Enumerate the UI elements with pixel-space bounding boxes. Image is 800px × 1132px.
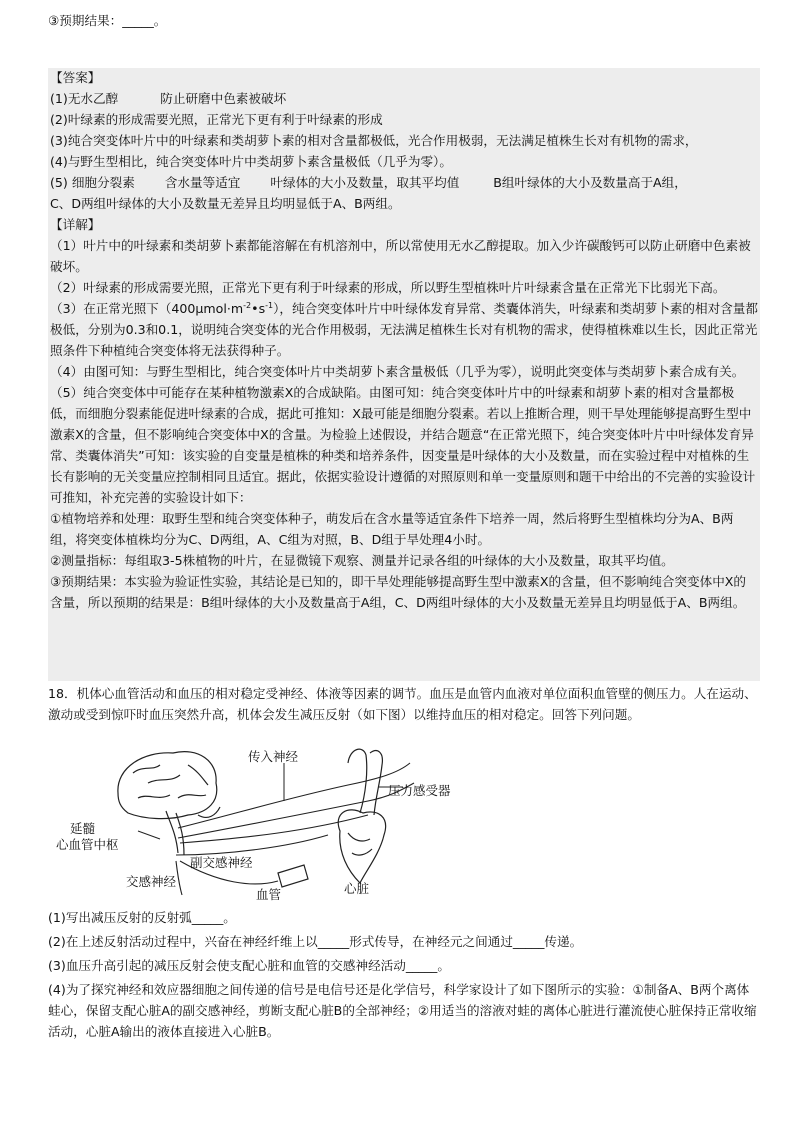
- answer-1: (1)无水乙醇 防止研磨中色素被破坏: [50, 91, 287, 106]
- reflex-diagram-svg: [48, 743, 468, 901]
- label-sympathetic-nerve: 交感神经: [126, 874, 177, 889]
- label-heart: 心脏: [344, 881, 370, 896]
- step-3: ③预期结果：本实验为验证性实验，其结论是已知的，即干旱处理能够提高野生型中激素X的含量，但不影响纯合突变体中X的含量，所以预期的结果是：B组叶绿体的大小及数量高于A组，C、D两组叶绿体的大小及数量无差异且均明显低于A、B两组。: [50, 574, 747, 610]
- step-1: ①植物培养和处理：取野生型和纯合突变体种子，萌发后在含水量等适宜条件下培养一周，然后将野生型植株均分为A、B两组，将突变体植株均分为C、D两组，A、C组为对照，B、D组于旱处理4小时。: [50, 511, 734, 547]
- answer-4: (4)与野生型相比，纯合突变体叶片中类胡萝卜素含量极低（几乎为零）。: [50, 154, 452, 169]
- step-2: ②测量指标：每组取3-5株植物的叶片，在显微镜下观察、测量并记录各组的叶绿体的大小及数量，取其平均值。: [50, 553, 674, 568]
- label-baroreceptor: 压力感受器: [388, 783, 451, 798]
- detail-header: 【详解】: [50, 217, 101, 232]
- brain-drawing: [118, 752, 220, 855]
- expected-result-line: ③预期结果：_____。: [48, 13, 167, 28]
- label-blood-vessel: 血管: [256, 887, 282, 901]
- answer-blank: _____: [122, 13, 154, 28]
- answer-5-cont: C、D两组叶绿体的大小及数量无差异且均明显低于A、B两组。: [50, 196, 401, 211]
- detail-3: （3）在正常光照下$(400\mu mol\cdot m^{-2}•s^{-1})$，纯合突变体叶片中叶绿体发育异常、类囊体消失，叶绿素和类胡萝卜素的相对含量都极低，分别为0.3和0.1，说明纯合突变体的光合作用极弱，无法满足植株生长对有机物的需求，使得植株难以生长，因此正常光照条件下种植纯合突变体将无法获得种子。: [50, 300, 758, 358]
- label-medulla: 延髓: [70, 821, 96, 836]
- detail-4: （4）由图可知：与野生型相比，纯合突变体叶片中类胡萝卜素含量极低（几乎为零），说明此突变体与类胡萝卜素合成有关。: [50, 364, 745, 379]
- afferent-nerve-drawing: [178, 763, 414, 843]
- detail-5: （5）纯合突变体中可能存在某种植物激素X的合成缺陷。由图可知：纯合突变体叶片中的叶绿素和胡萝卜素的相对含量都极低，而细胞分裂素能促进叶绿素的合成，据此可推知：X最可能是细胞分裂素。若以上推断合理，则干旱处理能够提高野生型中激素X的含量，但不影响纯合突变体中X的含量。为检验上述假设，并结合题意“在正常光照下，纯合突变体叶片中叶绿体发育异常、类囊体消失”可知：该实验的自变量是植株的种类和培养条件，因变量是叶绿体的大小及数量，而在实验过程中对植株的生长有影响的无关变量应控制相同且适宜。据此，依据实验设计遵循的对照原则和单一变量原则和题干中给出的不完善的实验设计可推知，补充完善的实验设计如下：: [50, 385, 756, 505]
- answer-3: (3)纯合突变体叶片中的叶绿素和类胡萝卜素的相对含量都极低，光合作用极弱，无法满足植株生长对有机物的需求，: [50, 133, 698, 148]
- question-18-stem: 18．机体心血管活动和血压的相对稳定受神经、体液等因素的调节。血压是血管内血液对单位面积血管壁的侧压力。人在运动、激动或受到惊吓时血压突然升高，机体会发生减压反射（如下图）以维持血压的相对稳定。回答下列问题。: [48, 686, 757, 722]
- answer-2: (2)叶绿素的形成需要光照，正常光下更有利于叶绿素的形成: [50, 112, 383, 127]
- label-afferent-nerve: 传入神经: [248, 749, 299, 764]
- expected-result-label: ③预期结果：: [48, 13, 123, 28]
- question-18-parts: [48, 907, 760, 1042]
- blood-vessel-drawing: [278, 865, 308, 887]
- detail-1: （1）叶片中的叶绿素和类胡萝卜素都能溶解在有机溶剂中，所以常使用无水乙醇提取。加入少许碳酸钙可以防止研磨中色素被破坏。: [50, 238, 751, 274]
- q18-part-2: (2)在上述反射活动过程中，兴奋在神经纤维上以_____形式传导，在神经元之间通过_____传递。: [48, 934, 583, 949]
- label-parasympathetic-nerve: 副交感神经: [190, 855, 253, 870]
- detail-2: （2）叶绿素的形成需要光照，正常光下更有利于叶绿素的形成，所以野生型植株叶片叶绿素含量在正常光下比弱光下高。: [50, 280, 726, 295]
- answer-header: 【答案】: [50, 70, 101, 85]
- q18-part-1: (1)写出减压反射的反射弧_____。: [48, 910, 236, 925]
- reflex-diagram: [48, 743, 468, 901]
- answer-5: (5) 细胞分裂素 含水量等适宜 叶绿体的大小及数量，取其平均值 B组叶绿体的大小及数量高于A组，: [50, 175, 687, 190]
- q18-part-4: (4)为了探究神经和效应器细胞之间传递的信号是电信号还是化学信号，科学家设计了如下图所示的实验：①制备A、B两个离体蛙心，保留支配心脏A的副交感神经，剪断支配心脏B的全部神经；②用适当的溶液对蛙的离体心脏进行灌流使心脏保持正常收缩活动，心脏A输出的液体直接进入心脏B。: [48, 982, 757, 1039]
- q18-part-3: (3)血压升高引起的减压反射会使支配心脏和血管的交感神经活动_____。: [48, 958, 450, 973]
- answer-explanation-block: [48, 68, 760, 681]
- label-cardiovascular-center: 心血管中枢: [56, 837, 119, 852]
